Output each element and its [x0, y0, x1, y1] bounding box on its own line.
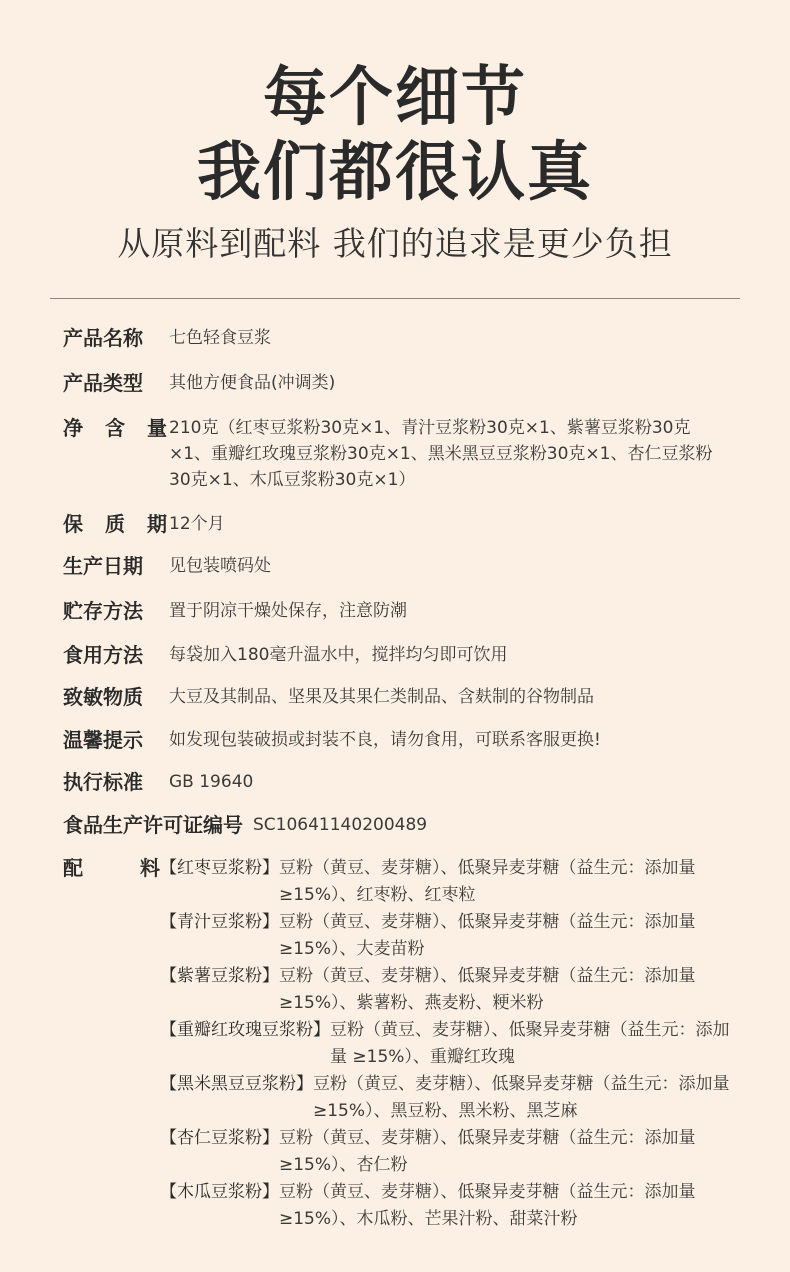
spec-value: 每袋加入180毫升温水中，搅拌均匀即可饮用 — [169, 645, 508, 665]
ingredient-text: 豆粉（黄豆、麦芽糖）、低聚异麦芽糖（益生元：添加量≥15%）、杏仁粉 — [279, 1128, 696, 1175]
ingredient-text: 豆粉（黄豆、麦芽糖）、低聚异麦芽糖（益生元：添加量 ≥15%）、黑豆粉、黑米粉、黑芝麻 — [313, 1074, 730, 1121]
spec-value: 其他方便食品(冲调类) — [169, 373, 336, 393]
ingredient-name: 【木瓜豆浆粉】 — [160, 1182, 279, 1202]
spec-label: 产品类型 — [63, 371, 143, 395]
ingredient-text: 豆粉（黄豆、麦芽糖）、低聚异麦芽糖（益生元：添加量 ≥15%）、大麦苗粉 — [279, 912, 696, 959]
spec-label-spread — [63, 511, 167, 537]
spec-label: 食品生产许可证编号 — [63, 813, 243, 837]
spec-row-usage — [63, 642, 733, 668]
ingredient-name: 【红枣豆浆粉】 — [160, 858, 279, 878]
spec-label: 温馨提示 — [63, 728, 143, 752]
divider — [50, 298, 740, 299]
ingredient-name: 【杏仁豆浆粉】 — [160, 1128, 279, 1148]
headline-line-1: 每个细节 — [263, 61, 527, 135]
spec-value: 见包装喷码处 — [169, 556, 271, 576]
ingredient-item — [160, 855, 730, 909]
ingredient-item — [160, 1125, 730, 1179]
spec-row-standard — [63, 769, 733, 795]
spec-label-char: 量 — [147, 416, 167, 440]
subtitle: 从原料到配料 我们的追求是更少负担 — [117, 224, 673, 263]
ingredient-item — [160, 1179, 730, 1233]
spec-row-production-date — [63, 553, 733, 579]
ingredient-item — [160, 963, 730, 1017]
spec-label-char: 期 — [147, 512, 167, 536]
spec-label: 生产日期 — [63, 554, 143, 578]
spec-row-license — [63, 812, 733, 838]
spec-value: 大豆及其制品、坚果及其果仁类制品、含麸制的谷物制品 — [169, 687, 594, 707]
spec-row-storage — [63, 598, 733, 624]
spec-value: 如发现包装破损或封装不良，请勿食用，可联系客服更换! — [169, 730, 601, 750]
ingredient-name: 【紫薯豆浆粉】 — [160, 966, 279, 986]
ingredient-text: 豆粉（黄豆、麦芽糖）、低聚异麦芽糖（益生元：添加量≥15%）、红枣粉、红枣粒 — [279, 858, 696, 905]
spec-value: SC10641140200489 — [253, 815, 428, 835]
spec-row-net-content — [63, 415, 733, 493]
spec-row-shelf-life — [63, 511, 733, 537]
ingredient-name: 【重瓣红玫瑰豆浆粉】 — [160, 1020, 330, 1040]
spec-label: 食用方法 — [63, 643, 143, 667]
ingredient-text: 豆粉（黄豆、麦芽糖）、低聚异麦芽糖（益生元：添加量≥15%）、木瓜粉、芒果汁粉、甜菜汁粉 — [279, 1182, 696, 1229]
spec-label-char: 净 — [63, 416, 83, 440]
ingredient-item — [160, 1071, 730, 1125]
ingredient-text: 豆粉（黄豆、麦芽糖）、低聚异麦芽糖（益生元：添加量≥15%）、紫薯粉、燕麦粉、粳米粉 — [279, 966, 696, 1013]
spec-label-char: 保 — [63, 512, 83, 536]
ingredient-item — [160, 1017, 730, 1071]
ingredient-text: 豆粉（黄豆、麦芽糖）、低聚异麦芽糖（益生元：添加量 ≥15%）、重瓣红玫瑰 — [330, 1020, 730, 1067]
ingredients-label — [63, 855, 160, 881]
ingredient-name: 【青汁豆浆粉】 — [160, 912, 279, 932]
ingredient-item — [160, 909, 730, 963]
spec-row-product-name — [63, 325, 733, 351]
spec-label: 执行标准 — [63, 770, 143, 794]
spec-label-spread — [63, 415, 167, 441]
spec-label: 贮存方法 — [63, 599, 143, 623]
spec-value: GB 19640 — [169, 772, 254, 792]
spec-row-allergens — [63, 684, 733, 710]
spec-label: 致敏物质 — [63, 685, 143, 709]
spec-value: 210克（红枣豆浆粉30克×1、青汁豆浆粉30克×1、紫薯豆浆粉30克×1、重瓣红玫瑰豆浆粉30克×1、黑米黑豆豆浆粉30克×1、杏仁豆浆粉30克×1、木瓜豆浆粉30克×1） — [169, 418, 713, 490]
ingredients-label-char: 料 — [140, 856, 160, 880]
ingredients-label-char: 配 — [63, 856, 83, 880]
spec-label-char: 质 — [105, 512, 125, 536]
ingredient-name: 【黑米黑豆豆浆粉】 — [160, 1074, 313, 1094]
spec-label: 产品名称 — [63, 326, 143, 350]
spec-row-tips — [63, 727, 733, 753]
spec-label-char: 含 — [105, 416, 125, 440]
spec-value: 12个月 — [169, 514, 225, 534]
spec-value: 七色轻食豆浆 — [169, 328, 271, 348]
spec-row-product-type — [63, 370, 733, 396]
headline-line-2: 我们都很认真 — [197, 136, 593, 210]
spec-value: 置于阴凉干燥处保存，注意防潮 — [169, 601, 407, 621]
